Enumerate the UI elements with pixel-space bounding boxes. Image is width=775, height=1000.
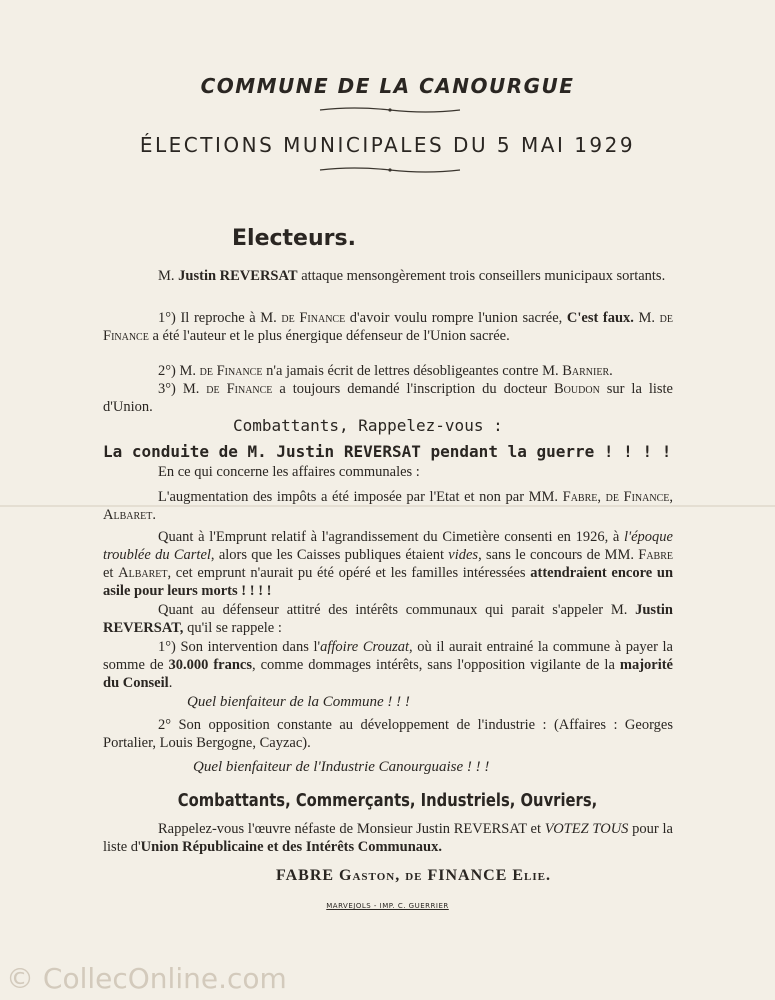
combattants-line: Combattants, Rappelez-vous : — [233, 416, 503, 435]
electeurs-heading: Electeurs. — [232, 226, 356, 251]
paragraph-attack: M. Justin REVERSAT attaque mensongèrement trois conseillers municipaux sortants. — [158, 268, 666, 284]
paragraph-crouzat: 1°) Son intervention dans l'affoire Crouzat, où il aurait entrainé la commune à payer la somme de 30.000 francs, comme dommages intérêts, sans l'opposition vigilante de la majorité du Conseil. — [103, 639, 673, 691]
paragraph-concerne: En ce qui concerne les affaires communales : — [158, 464, 420, 480]
paragraph-industrie: 2° Son opposition constante au développement de l'industrie : (Affaires : Georges Portalier, Louis Bergogne, Cayzac). — [103, 717, 673, 751]
election-title: ÉLECTIONS MUNICIPALES DU 5 MAI 1929 — [139, 133, 636, 157]
paragraph-lettres: 2°) M. de Finance n'a jamais écrit de lettres désobligeantes contre M. Barnier. — [158, 363, 613, 379]
bienfaiteur-industrie: Quel bienfaiteur de l'Industrie Canourguaise ! ! ! — [193, 759, 490, 775]
paragraph-emprunt: Quant à l'Emprunt relatif à l'agrandissement du Cimetière consenti en 1926, à l'époque troublée du Cartel, alors que les Caisses publiques étaient vides, sans le concours de MM. Fabre et Albaret, cet emprunt n'aurait pu été opéré et les familles intéressées attendraient encore un asile pour leurs morts ! ! ! ! — [103, 529, 674, 599]
paragraph-closing: Rappelez-vous l'œuvre néfaste de Monsieur Justin REVERSAT et VOTEZ TOUS pour la liste d'Union Républicaine et des Intérêts Communaux. — [103, 821, 673, 855]
rallying-line: Combattants, Commerçants, Industriels, Ouvriers, — [177, 790, 598, 811]
ornament-divider-bottom — [318, 165, 462, 175]
collectonline-watermark: © ColleсOnline.com — [6, 962, 287, 995]
bienfaiteur-commune: Quel bienfaiteur de la Commune ! ! ! — [187, 694, 410, 710]
signature-line: FABRE Gaston, de FINANCE Elie. — [276, 867, 552, 884]
paragraph-impots: L'augmentation des impôts a été imposée par l'Etat et non par MM. Fabre, de Finance, Albaret. — [103, 489, 673, 523]
paragraph-defenseur: Quant au défenseur attitré des intérêts communaux qui parait s'appeler M. Justin REVERSAT, qu'il se rappele : — [103, 602, 673, 636]
paragraph-boudon: 3°) M. de Finance a toujours demandé l'inscription du docteur Boudon sur la liste d'Union. — [103, 381, 673, 415]
commune-title: COMMUNE DE LA CANOURGUE — [200, 74, 575, 98]
conduite-line: La conduite de M. Justin REVERSAT pendant la guerre ! ! ! ! — [103, 442, 672, 461]
printer-mark: MARVEJOLS - IMP. C. GUERRIER — [326, 902, 449, 910]
paragraph-union-sacree: 1°) Il reproche à M. de Finance d'avoir voulu rompre l'union sacrée, C'est faux. M. de Finance a été l'auteur et le plus énergique défenseur de l'Union sacrée. — [103, 310, 673, 344]
ornament-divider-top — [318, 105, 462, 115]
